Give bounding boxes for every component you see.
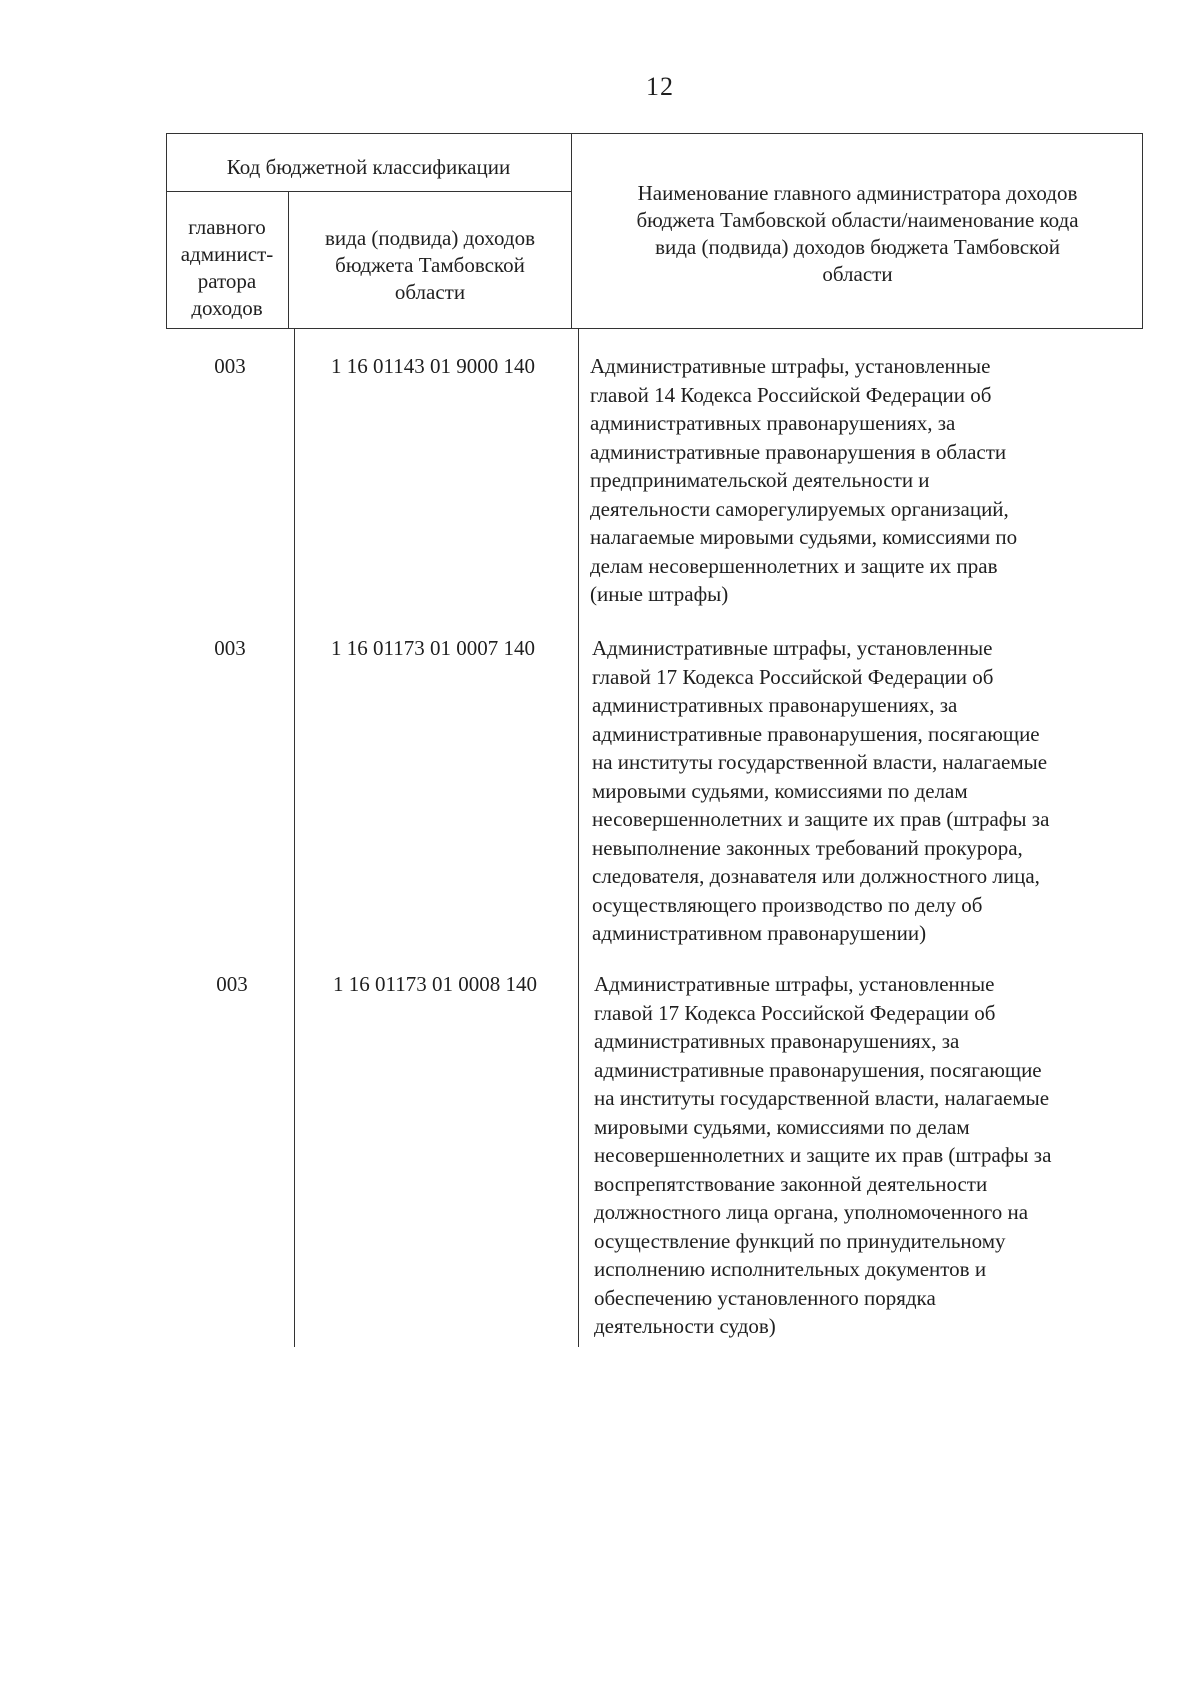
page-number: 12 [646,72,674,101]
row-3-admin-code: 003 [216,972,248,996]
column-divider-1 [294,329,295,1347]
header-chief-administrator: главного админист- ратора доходов [180,215,274,320]
header-divider-sub [288,191,289,329]
header-name: Наименование главного администратора доходов бюджета Тамбовской области/наименование кода вида (подвида) доходов бюджета Тамбовской области [636,181,1079,286]
row-2-description: Административные штрафы, установленные главой 17 Кодекса Российской Федерации об административных правонарушениях, за административные правонарушения, посягающие на институты государственной власти, налагаемые мировыми судьями, комиссиями по делам несовершеннолетних и защите их прав (штрафы за невыполнение законных требований прокурора, следователя, дознавателя или должностного лица, осуществляющего производство по делу об административном правонарушении) [592,636,1050,945]
row-2-income-code: 1 16 01173 01 0007 140 [331,636,535,660]
header-divider-main [571,133,572,329]
row-3-description: Административные штрафы, установленные главой 17 Кодекса Российской Федерации об административных правонарушениях, за административные правонарушения, посягающие на институты государственной власти, налагаемые мировыми судьями, комиссиями по делам несовершеннолетних и защите их прав (штрафы за воспрепятствование законной деятельности должностного лица органа, уполномоченного на осуществление функций по принудительному исполнению исполнительных документов и обеспечению установленного порядка деятельности судов) [594,972,1052,1338]
row-1-description: Административные штрафы, установленные главой 14 Кодекса Российской Федерации об административных правонарушениях, за административные правонарушения в области предпринимательской деятельности и деятельности саморегулируемых организаций, налагаемые мировыми судьями, комиссиями по делам несовершеннолетних и защите их прав (иные штрафы) [590,354,1018,606]
header-divider-horizontal [166,191,571,192]
row-1-income-code: 1 16 01143 01 9000 140 [331,354,535,378]
row-3-income-code: 1 16 01173 01 0008 140 [333,972,537,996]
row-1-admin-code: 003 [214,354,246,378]
row-2-admin-code: 003 [214,636,246,660]
column-divider-2 [578,329,579,1347]
header-budget-classification-code: Код бюджетной классификации [226,155,511,179]
header-income-type: вида (подвида) доходов бюджета Тамбовской области [325,226,535,304]
